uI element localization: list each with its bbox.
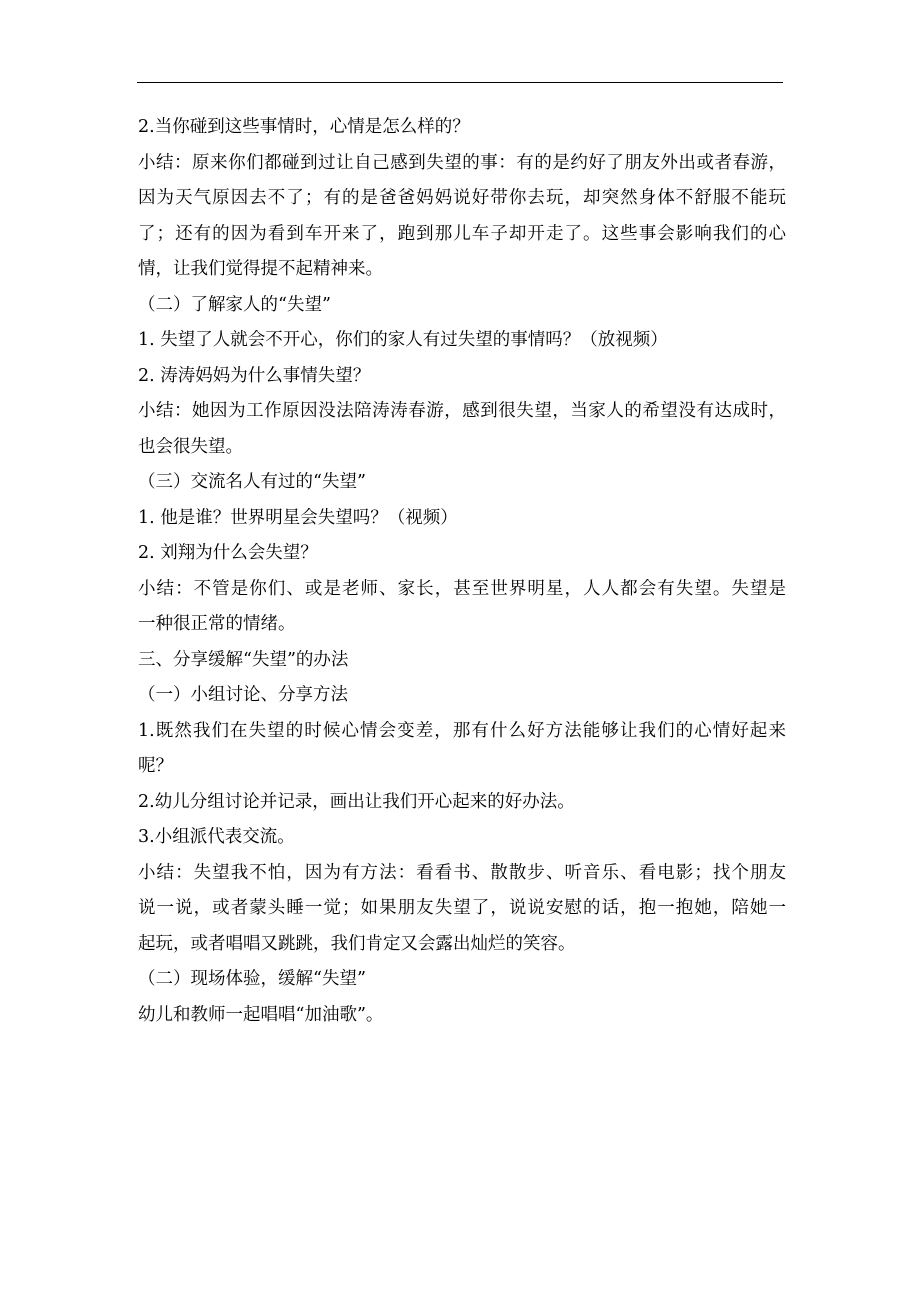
text-line: 3.小组派代表交流。 — [138, 827, 295, 847]
text-line: 小结：她因为工作原因没法陪涛涛春游，感到很失望，当家人的希望没有达成时， — [138, 401, 786, 421]
text-line: 小结：不管是你们、或是老师、家长，甚至世界明星，人人都会有失望。失望是 — [138, 578, 786, 599]
text-line: 2.幼儿分组讨论并记录，画出让我们开心起来的好办法。 — [138, 791, 575, 812]
text-line: 也会很失望。 — [138, 436, 243, 457]
header-rule — [137, 82, 783, 83]
text-line: 1.既然我们在失望的时候心情会变差，那有什么好方法能够让我们的心情好起来 — [138, 720, 786, 741]
text-line: 1. 他是谁？世界明星会失望吗？（视频） — [138, 507, 458, 528]
text-line: 起玩，或者唱唱又跳跳，我们肯定又会露出灿烂的笑容。 — [138, 933, 576, 954]
text-line: 小结：原来你们都碰到过让自己感到失望的事：有的是约好了朋友外出或者春游， — [138, 152, 786, 173]
text-line: 情，让我们觉得提不起精神来。 — [138, 259, 383, 279]
text-line: 2. 涛涛妈妈为什么事情失望？ — [138, 365, 371, 386]
text-line: 了；还有的因为看到车开来了，跑到那儿车子却开走了。这些事会影响我们的心 — [138, 223, 786, 244]
section-heading: （二）了解家人的“失望” — [138, 294, 331, 315]
section-heading: （二）现场体验，缓解“失望” — [138, 969, 366, 989]
text-line: 2. 刘翔为什么会失望？ — [138, 543, 318, 563]
text-line: 因为天气原因去不了；有的是爸爸妈妈说好带你去玩，却突然身体不舒服不能玩 — [138, 188, 786, 208]
section-heading: （三）交流名人有过的“失望” — [138, 472, 366, 492]
text-line: 一种很正常的情绪。 — [138, 614, 296, 634]
text-line: 呢？ — [138, 756, 173, 776]
text-line: 1. 失望了人就会不开心，你们的家人有过失望的事情吗？（放视频） — [138, 330, 668, 350]
section-heading: （一）小组讨论、分享方法 — [138, 685, 348, 705]
text-line: 2.当你碰到这些事情时，心情是怎么样的？ — [138, 117, 470, 137]
section-heading: 三、分享缓解“失望”的办法 — [138, 649, 349, 670]
text-line: 幼儿和教师一起唱唱“加油歌”。 — [138, 1004, 384, 1025]
document-body — [138, 110, 786, 1033]
text-line: 说一说，或者蒙头睡一觉；如果朋友失望了，说说安慰的话，抱一抱她，陪她一 — [138, 898, 786, 918]
text-line: 小结：失望我不怕，因为有方法：看看书、散散步、听音乐、看电影；找个朋友 — [138, 862, 786, 883]
